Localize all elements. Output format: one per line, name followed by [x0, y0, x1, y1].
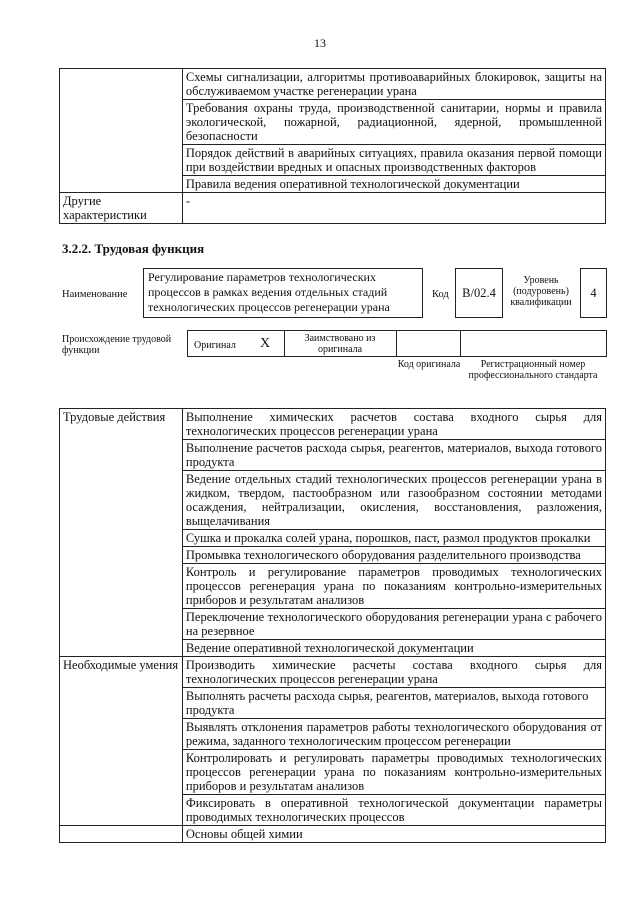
level-value-box: 4 — [580, 268, 607, 318]
table-row — [60, 69, 606, 100]
original-label: Оригинал — [194, 340, 236, 351]
origin-label: Происхождение трудовой функции — [62, 334, 172, 356]
knowledge-item: Требования охраны труда, производственной санитарии, нормы и правила экологической, пожарной, радиационной, ядерной, промышленной безопасности — [182, 100, 605, 145]
skill-item: Производить химические расчеты состава входного сырья для технологических процессов регенерации урана — [182, 657, 605, 688]
action-item: Переключение технологического оборудования регенерации урана с рабочего на резервное — [182, 609, 605, 640]
skills-label: Необходимые умения — [60, 657, 183, 826]
knowledge-item: Схемы сигнализации, алгоритмы противоаварийных блокировок, защиты на обслуживаемом участке регенерации урана — [182, 69, 605, 100]
knowledge-item: Порядок действий в аварийных ситуациях, правила оказания первой помощи при воздействии вредных и опасных производственных факторов — [182, 145, 605, 176]
table-row — [60, 826, 606, 843]
page-number: 13 — [314, 36, 326, 50]
action-item: Промывка технологического оборудования разделительного производства — [182, 547, 605, 564]
level-label: Уровень (подуровень) квалификации — [510, 275, 572, 308]
skill-item: Выполнять расчеты расхода сырья, реагентов, материалов, выхода готового продукта — [182, 688, 605, 719]
function-code-box: В/02.4 — [455, 268, 503, 318]
knowledge-label — [60, 826, 183, 843]
action-item: Контроль и регулирование параметров проводимых технологических процессов регенерация урана по показаниям контрольно-измерительных приборов и результатам анализов — [182, 564, 605, 609]
function-name-box: Регулирование параметров технологических процессов в рамках ведения отдельных стадий технологических процессов регенерации урана — [143, 268, 423, 318]
table-row — [60, 409, 606, 440]
main-table — [59, 408, 606, 843]
knowledge-item: Правила ведения оперативной технологической документации — [182, 176, 605, 193]
original-mark: X — [260, 336, 271, 351]
action-item: Ведение оперативной технологической документации — [182, 640, 605, 657]
origin-box — [187, 330, 607, 357]
table-row — [60, 657, 606, 688]
section-title: 3.2.2. Трудовая функция — [62, 241, 205, 256]
empty-cell — [60, 69, 183, 193]
action-item: Сушка и прокалка солей урана, порошков, паст, размол продуктов прокалки — [182, 530, 605, 547]
borrowed-label: Заимствовано из оригинала — [304, 333, 376, 355]
reg-caption: Регистрационный номер профессионального стандарта — [468, 359, 598, 381]
skill-item: Контролировать и регулировать параметры проводимых технологических процессов регенерации урана по показаниям контрольно-измерительных приборов и результатам анализов — [182, 750, 605, 795]
code-label: Код — [432, 289, 449, 300]
other-characteristics-label: Другие характеристики — [60, 193, 183, 224]
name-label: Наименование — [62, 289, 128, 300]
divider — [396, 331, 397, 356]
table-row — [60, 193, 606, 224]
other-characteristics-value: - — [182, 193, 605, 224]
divider — [460, 331, 461, 356]
top-table — [59, 68, 606, 224]
action-item: Выполнение химических расчетов состава входного сырья для технологических процессов регенерации урана — [182, 409, 605, 440]
action-item: Ведение отдельных стадий технологических процессов регенерации урана в жидком, твердом, пастообразном или газообразном состоянии методами осаждения, нейтрализации, окисления, восстановления, разложения, выщелачивания — [182, 471, 605, 530]
skill-item: Выявлять отклонения параметров работы технологического оборудования от режима, заданного технологическим процессом регенерации — [182, 719, 605, 750]
action-item: Выполнение расчетов расхода сырья, реагентов, материалов, выхода готового продукта — [182, 440, 605, 471]
skill-item: Фиксировать в оперативной технологической документации параметры проводимых технологических процессов — [182, 795, 605, 826]
knowledge-item: Основы общей химии — [182, 826, 605, 843]
code-caption: Код оригинала — [397, 359, 461, 370]
actions-label: Трудовые действия — [60, 409, 183, 657]
